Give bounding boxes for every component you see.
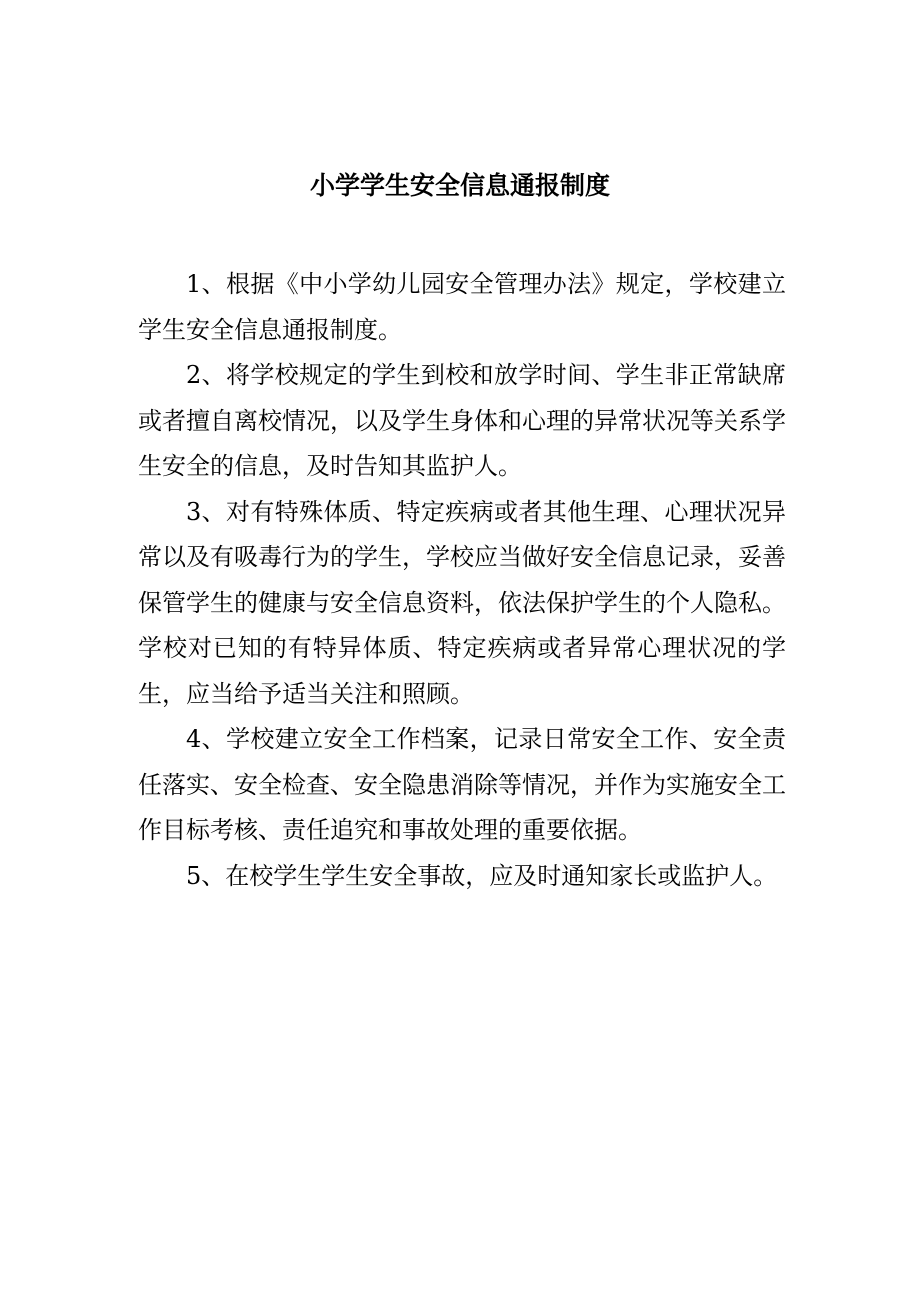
document-body <box>138 262 786 899</box>
paragraph-3: 3、对有特殊体质、特定疾病或者其他生理、心理状况异常以及有吸毒行为的学生，学校应当做好安全信息记录，妥善保管学生的健康与安全信息资料，依法保护学生的个人隐私。学校对已知的有特异体质、特定疾病或者异常心理状况的学生，应当给予适当关注和照顾。 <box>138 497 786 708</box>
paragraph-5: 5、在校学生学生安全事故，应及时通知家长或监护人。 <box>186 861 778 890</box>
paragraph-1: 1、根据《中小学幼儿园安全管理办法》规定，学校建立学生安全信息通报制度。 <box>138 270 786 344</box>
document-title: 小学学生安全信息通报制度 <box>309 171 610 200</box>
paragraph-4: 4、学校建立安全工作档案，记录日常安全工作、安全责任落实、安全检查、安全隐患消除等情况，并作为实施安全工作目标考核、责任追究和事故处理的重要依据。 <box>138 725 786 844</box>
paragraph-2: 2、将学校规定的学生到校和放学时间、学生非正常缺席或者擅自离校情况，以及学生身体和心理的异常状况等关系学生安全的信息，及时告知其监护人。 <box>138 361 786 480</box>
